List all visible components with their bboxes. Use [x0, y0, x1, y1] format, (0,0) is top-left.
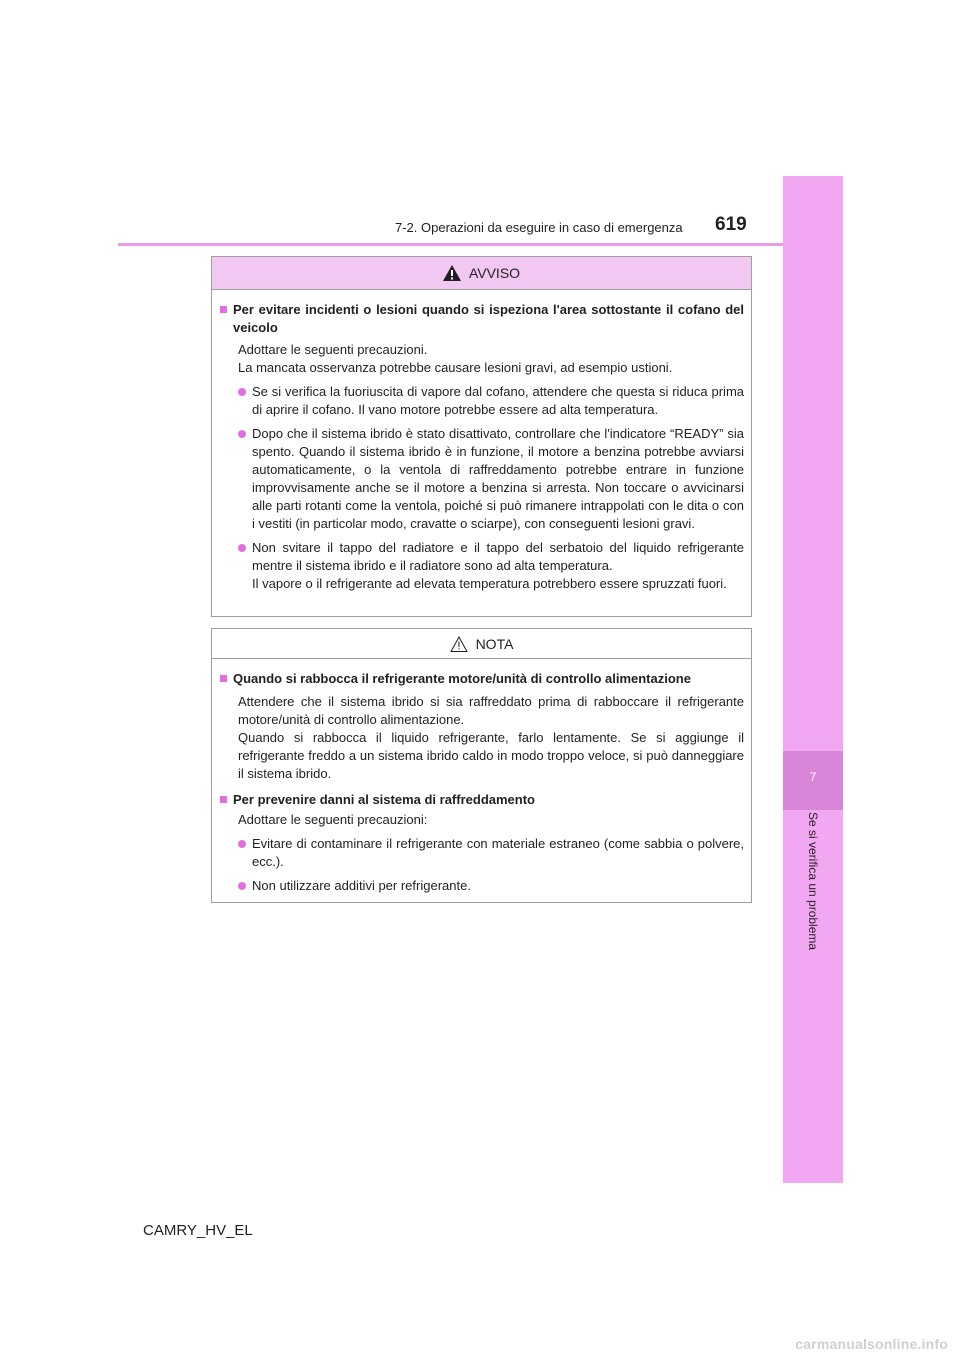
warning-bullet-text-line: Non svitare il tappo del radiatore e il tappo del serbatoio del liquido refrigerante mentre il sistema ibrido e il radiatore sono ad alta temperatura.: [252, 540, 744, 573]
warning-bullet-text: [252, 539, 744, 593]
warning-triangle-icon: [443, 265, 461, 281]
warning-bullet-text: Dopo che il sistema ibrido è stato disattivato, controllare che l'indicatore “READY” sia spento. Quando il sistema ibrido è in funzione, il motore a benzina potrebbe avviarsi automaticamente, o la ventola di raffreddamento potrebbe entrare in funzione improvvisamente anche se il motore a benzina si arresta. Non toccare o avvicinarsi alle parti rotanti come la ventola, poiché si può rimanere intrappolati con le dita o con i vestiti (in particolar modo, cravatte o sciarpe), con conseguenti lesioni gravi.: [252, 426, 744, 531]
warning-intro-1: Adottare le seguenti precauzioni.: [238, 342, 428, 357]
chapter-title-text: Se si verifica un problema: [806, 812, 820, 951]
note-title: NOTA: [475, 635, 514, 652]
header-divider: [118, 243, 783, 246]
warning-bullet-text: Se si verifica la fuoriuscita di vapore dal cofano, attendere che questa si riduca prima di aprire il cofano. Il vano motore potrebbe essere ad alta temperatura.: [252, 384, 744, 417]
warning-header: [212, 257, 751, 290]
round-bullet-icon: [238, 840, 246, 848]
warning-heading-text: Per evitare incidenti o lesioni quando si ispeziona l'area sottostante il cofano del veicolo: [233, 302, 744, 335]
note-heading-1: [220, 670, 744, 688]
note-header: [212, 629, 751, 659]
note-box: [211, 628, 752, 903]
chapter-side-tab: [783, 176, 843, 1183]
note-heading-2-text: Per prevenire danni al sistema di raffreddamento: [233, 792, 535, 807]
square-bullet-icon: [220, 306, 227, 313]
section-title: 7-2. Operazioni da eseguire in caso di emergenza: [395, 220, 683, 235]
square-bullet-icon: [220, 796, 227, 803]
note-bullet-text: Evitare di contaminare il refrigerante con materiale estraneo (come sabbia o polvere, ecc.).: [252, 836, 744, 869]
page-number: 619: [715, 214, 747, 235]
warning-bullet: [238, 383, 744, 419]
model-code: CAMRY_HV_EL: [143, 1222, 253, 1239]
round-bullet-icon: [238, 544, 246, 552]
note-bullet: [238, 835, 744, 871]
warning-intro-2: La mancata osservanza potrebbe causare lesioni gravi, ad esempio ustioni.: [238, 360, 673, 375]
caution-triangle-icon: [450, 636, 468, 652]
note-intro: Adottare le seguenti precauzioni:: [238, 812, 428, 827]
warning-title: AVVISO: [468, 265, 521, 281]
warning-bullet-text-line: Il vapore o il refrigerante ad elevata temperatura potrebbero essere spruzzati fuori.: [252, 576, 727, 591]
round-bullet-icon: [238, 882, 246, 890]
watermark: carmanualsonline.info: [795, 1336, 948, 1352]
note-heading-1-text: Quando si rabbocca il refrigerante motore/unità di controllo alimentazione: [233, 671, 691, 686]
chapter-number: 7: [809, 770, 817, 784]
note-bullet: [238, 877, 744, 895]
chapter-title: [783, 812, 843, 1002]
square-bullet-icon: [220, 675, 227, 682]
note-para-1: Attendere che il sistema ibrido si sia raffreddato prima di rabboccare il refrigerante motore/unità di controllo alimentazione.: [238, 694, 744, 727]
round-bullet-icon: [238, 388, 246, 396]
warning-box: [211, 256, 752, 617]
note-heading-2: [220, 791, 744, 809]
note-bullet-text: Non utilizzare additivi per refrigerante.: [252, 878, 471, 893]
warning-bullet: [238, 425, 744, 533]
note-para-2: Quando si rabbocca il liquido refrigerante, farlo lentamente. Se si aggiunge il refrigerante freddo a un sistema ibrido caldo in modo troppo veloce, si può danneggiare il sistema ibrido.: [238, 730, 744, 781]
warning-bullet: [238, 539, 744, 593]
warning-heading: [220, 301, 744, 337]
round-bullet-icon: [238, 430, 246, 438]
